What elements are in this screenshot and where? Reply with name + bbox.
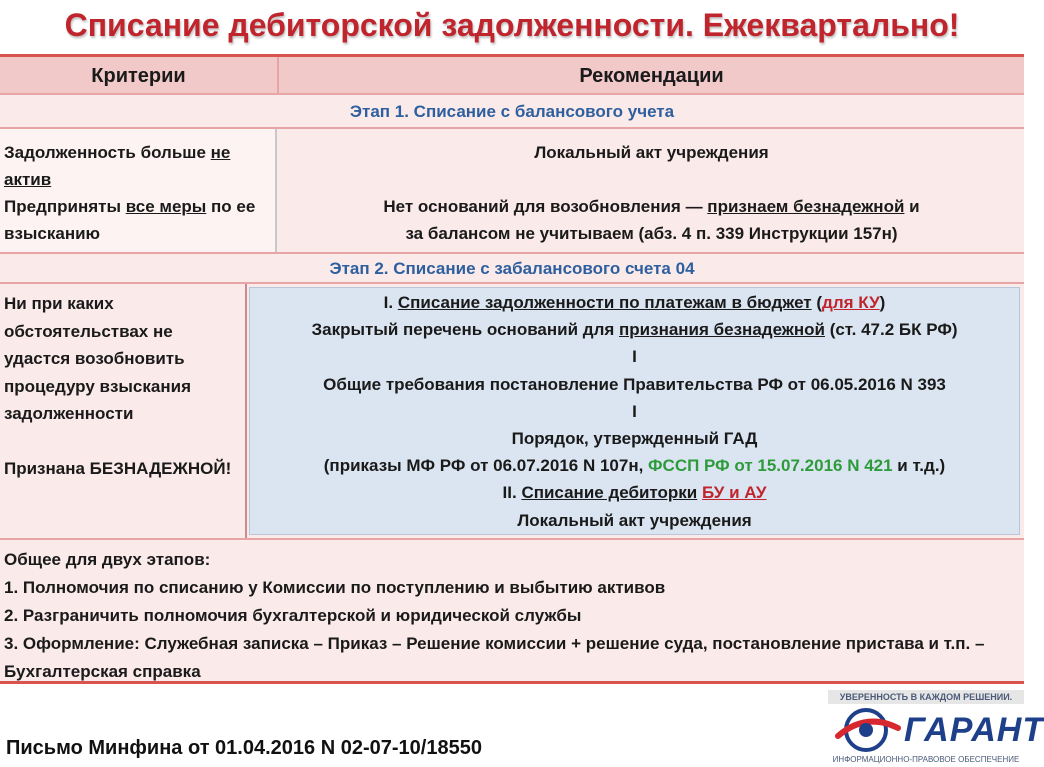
- stage2-rec-line: Общие требования постановление Правительства РФ от 06.05.2016 N 393: [323, 374, 946, 394]
- common-item: 2. Разграничить полномочия бухгалтерской и юридической службы: [4, 606, 582, 625]
- brand-name: ГАРАНТ: [904, 711, 1044, 749]
- header-recommendations: Рекомендации: [579, 65, 724, 87]
- stage2-label: Этап 2. Списание с забалансового счета 04: [0, 254, 1024, 284]
- rec-text: (приказы МФ РФ от 06.07.2016 N 107н,: [323, 456, 649, 476]
- rec-text: ): [879, 293, 886, 312]
- header-criteria: Критерии: [0, 57, 279, 95]
- stage1-row: [0, 129, 1024, 254]
- rec-highlight-green: ФССП РФ от 15.07.2016 N 421: [648, 456, 893, 476]
- stage1-rec-line: за балансом не учитываем (абз. 4 п. 339 Инструкции 157н): [405, 224, 898, 243]
- stage1-criteria-text: Предприняты: [4, 197, 126, 216]
- rec-text: I.: [383, 293, 398, 312]
- stage1-rec-line: Локальный акт учреждения: [534, 143, 769, 162]
- stage2-recommendations: [249, 287, 1020, 535]
- common-section: [0, 540, 1024, 681]
- brand-subtitle: ИНФОРМАЦИОННО-ПРАВОВОЕ ОБЕСПЕЧЕНИЕ: [832, 755, 1020, 764]
- stage2-rec-line: [250, 289, 1019, 316]
- stage2-row: [0, 284, 1024, 540]
- rec-emphasis: признаем безнадежной: [707, 197, 905, 216]
- rec-text: II.: [502, 483, 522, 503]
- rec-text: и т.д.): [892, 456, 946, 476]
- stage1-criteria-text: по ее взысканию: [4, 197, 256, 243]
- stage1-criteria-underlined: не актив: [4, 143, 231, 189]
- stage2-criteria-text: Признана БЕЗНАДЕЖНОЙ!: [4, 458, 232, 478]
- page-title: Списание дебиторской задолженности. Ежеквартально!: [64, 7, 960, 43]
- criteria-table: [0, 54, 1024, 684]
- rec-text: (ст. 47.2 БК РФ): [824, 320, 958, 340]
- common-item: 3. Оформление: Служебная записка – Приказ – Решение комиссии + решение суда, постановление пристава и т.п. – Бухгалтерская справка: [4, 634, 985, 681]
- stage1-criteria-underlined: все меры: [125, 197, 207, 216]
- stage2-rec-line: [250, 452, 1019, 479]
- rec-text: Закрытый перечень оснований для: [311, 320, 620, 340]
- stage2-criteria-text: Ни при каких обстоятельствах не удастся возобновить процедуру взыскания задолженности: [4, 294, 191, 423]
- stage2-rec-line: [250, 316, 1019, 343]
- rec-text: Нет оснований для возобновления —: [383, 197, 708, 216]
- rec-text: и: [904, 197, 920, 216]
- rec-emphasis: Списание задолженности по платежам в бюджет: [397, 293, 812, 312]
- stage2-rec-line: [250, 479, 1019, 506]
- rec-highlight-red: для КУ: [822, 293, 880, 312]
- stage1-rec-line: [279, 193, 1024, 220]
- common-title: Общее для двух этапов:: [4, 550, 211, 569]
- table-header: [0, 57, 1024, 95]
- stage1-label: Этап 1. Списание с балансового учета: [0, 95, 1024, 129]
- stage1-recommendations: [279, 129, 1024, 252]
- common-item: 1. Полномочия по списанию у Комиссии по поступлению и выбытию активов: [4, 578, 666, 597]
- minfin-letter-reference: Письмо Минфина от 01.04.2016 N 02-07-10/18550: [6, 737, 482, 759]
- stage2-rec-line: I: [632, 347, 637, 367]
- stage1-criteria-text: Задолженность больше: [4, 143, 211, 162]
- garant-emblem-icon: [832, 706, 902, 754]
- rec-highlight-red: БУ и АУ: [701, 483, 767, 503]
- garant-logo-icon: [832, 706, 1044, 754]
- rec-emphasis: признания безнадежной: [619, 320, 825, 340]
- rec-text: (: [811, 293, 823, 312]
- stage2-criteria: [0, 284, 247, 538]
- stage2-rec-line: Порядок, утвержденный ГАД: [511, 429, 758, 449]
- stage2-rec-line: I: [632, 401, 637, 421]
- rec-emphasis: Списание дебиторки: [521, 483, 698, 503]
- garant-brand: [828, 684, 1044, 767]
- stage2-rec-line: Локальный акт учреждения: [517, 510, 752, 530]
- brand-slogan: УВЕРЕННОСТЬ В КАЖДОМ РЕШЕНИИ.: [828, 690, 1024, 704]
- stage1-criteria: [0, 129, 277, 252]
